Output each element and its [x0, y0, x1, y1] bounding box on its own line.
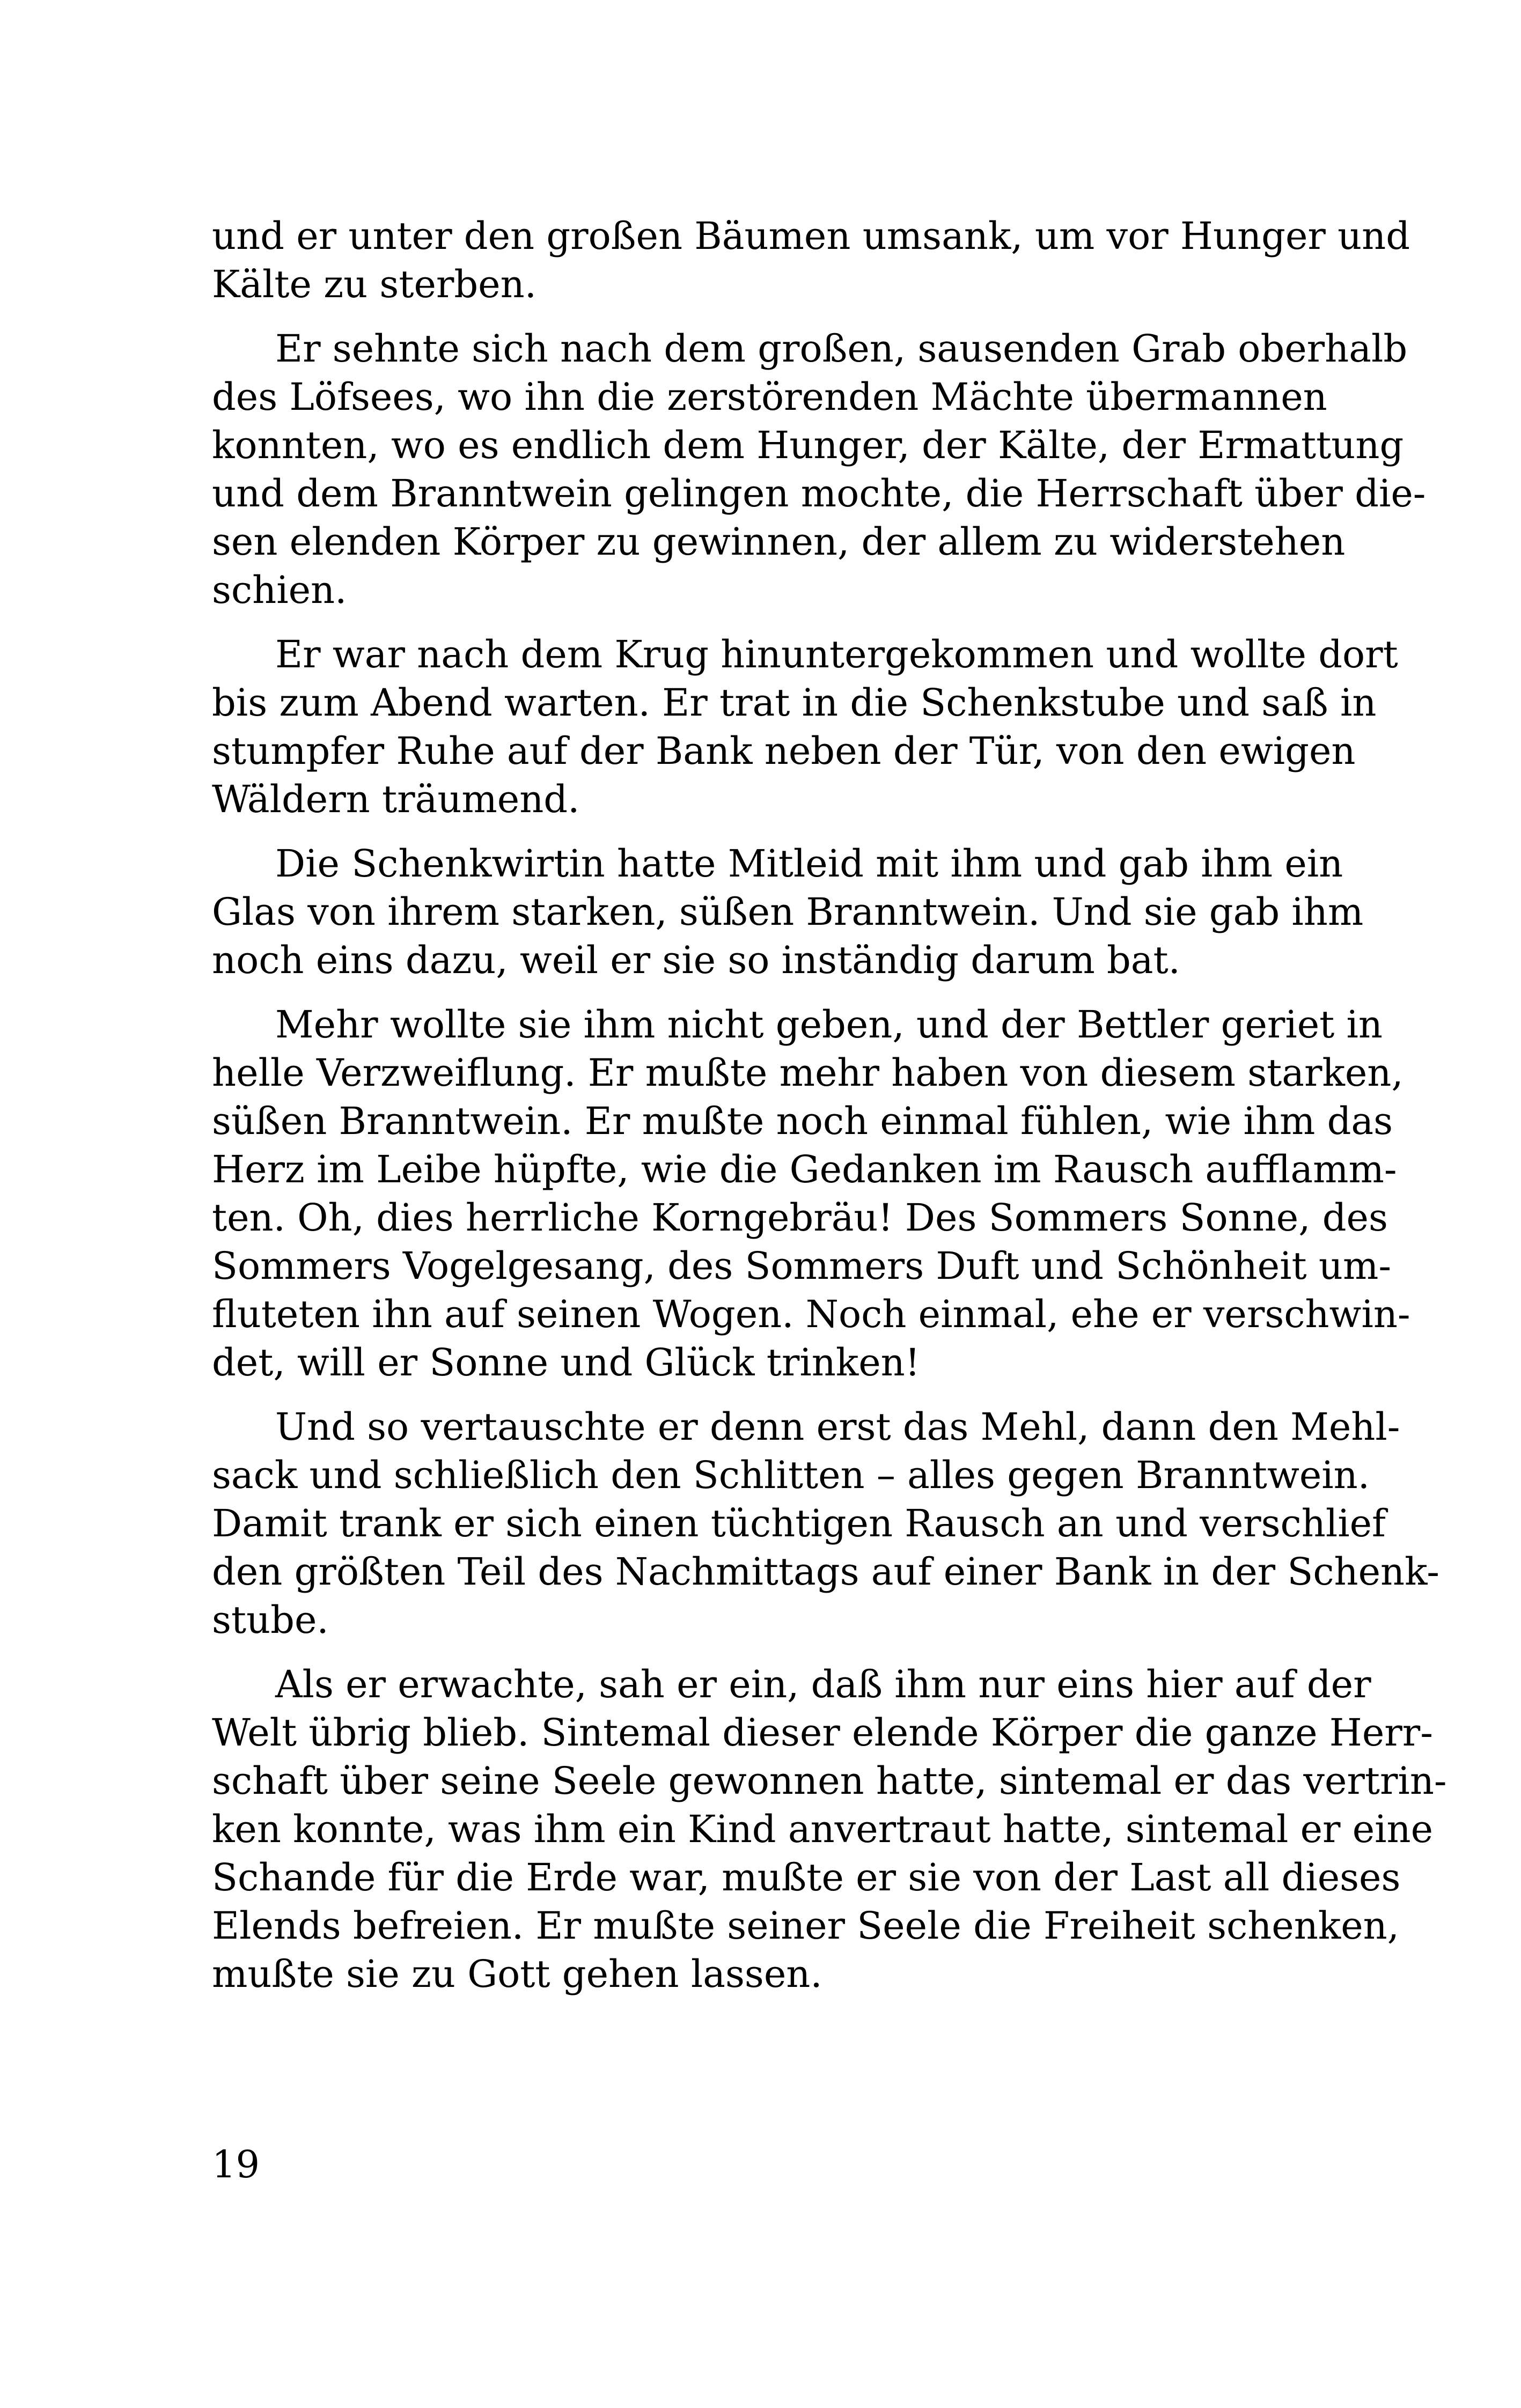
- text-line: Und so vertauschte er denn erst das Mehl, dann den Mehl-: [275, 1405, 1400, 1449]
- text-line: konnten, wo es endlich dem Hunger, der Kälte, der Ermattung: [212, 423, 1404, 467]
- text-line: ten. Oh, dies herrliche Korngebräu! Des Sommers Sonne, des: [212, 1196, 1388, 1240]
- text-line: schaft über seine Seele gewonnen hatte, sintemal er das vertrin-: [212, 1759, 1447, 1803]
- paragraph-6: [212, 1403, 1439, 1644]
- paragraph-7: [212, 1660, 1447, 1998]
- body-text: [212, 212, 1447, 2014]
- text-line: und er unter den großen Bäumen umsank, um vor Hunger und: [212, 214, 1410, 258]
- text-line: Glas von ihrem starken, süßen Branntwein. Und sie gab ihm: [212, 890, 1364, 934]
- paragraph-2: [212, 325, 1426, 614]
- text-line: stumpfer Ruhe auf der Bank neben der Tür, von den ewigen: [212, 729, 1356, 773]
- text-line: ken konnte, was ihm ein Kind anvertraut hatte, sintemal er eine: [212, 1807, 1434, 1851]
- text-line: Er sehnte sich nach dem großen, sausenden Grab oberhalb: [275, 327, 1408, 371]
- text-line: des Löfsees, wo ihn die zerstörenden Mächte übermannen: [212, 375, 1327, 419]
- text-line: Kälte zu sterben.: [212, 262, 537, 306]
- text-line: sen elenden Körper zu gewinnen, der allem zu widerstehen: [212, 520, 1346, 564]
- text-line: bis zum Abend warten. Er trat in die Schenkstube und saß in: [212, 681, 1377, 725]
- page-number: 19: [212, 2142, 260, 2186]
- paragraph-5: [212, 1000, 1410, 1387]
- paragraph-1: [212, 212, 1410, 308]
- text-line: Er war nach dem Krug hinuntergekommen und wollte dort: [275, 632, 1398, 676]
- text-line: fluteten ihn auf seinen Wogen. Noch einmal, ehe er verschwin-: [212, 1292, 1410, 1336]
- text-line: Die Schenkwirtin hatte Mitleid mit ihm und gab ihm ein: [275, 842, 1343, 886]
- text-line: schien.: [212, 568, 347, 612]
- text-line: Welt übrig blieb. Sintemal dieser elende Körper die ganze Herr-: [212, 1711, 1433, 1755]
- text-line: sack und schließlich den Schlitten – alles gegen Branntwein.: [212, 1453, 1370, 1497]
- text-line: den größten Teil des Nachmittags auf einer Bank in der Schenk-: [212, 1550, 1439, 1594]
- text-line: mußte sie zu Gott gehen lassen.: [212, 1952, 822, 1996]
- text-line: helle Verzweiflung. Er mußte mehr haben von diesem starken,: [212, 1051, 1404, 1095]
- text-line: und dem Branntwein gelingen mochte, die Herrschaft über die-: [212, 472, 1426, 516]
- text-line: Damit trank er sich einen tüchtigen Rausch an und verschlief: [212, 1501, 1386, 1545]
- text-line: Herz im Leibe hüpfte, wie die Gedanken im Rausch aufflamm-: [212, 1147, 1397, 1191]
- text-line: Sommers Vogelgesang, des Sommers Duft und Schönheit um-: [212, 1244, 1391, 1288]
- text-line: Als er erwachte, sah er ein, daß ihm nur eins hier auf der: [275, 1662, 1371, 1706]
- paragraph-3: [212, 630, 1398, 823]
- text-line: Schande für die Erde war, mußte er sie von der Last all dieses: [212, 1855, 1401, 1899]
- text-line: stube.: [212, 1598, 329, 1642]
- text-line: noch eins dazu, weil er sie so inständig darum bat.: [212, 938, 1180, 982]
- text-line: Elends befreien. Er mußte seiner Seele die Freiheit schenken,: [212, 1904, 1399, 1948]
- text-line: Mehr wollte sie ihm nicht geben, und der Bettler geriet in: [275, 1003, 1383, 1047]
- text-line: det, will er Sonne und Glück trinken!: [212, 1341, 920, 1385]
- text-line: Wäldern träumend.: [212, 777, 580, 821]
- paragraph-4: [212, 840, 1364, 984]
- text-line: süßen Branntwein. Er mußte noch einmal fühlen, wie ihm das: [212, 1099, 1393, 1143]
